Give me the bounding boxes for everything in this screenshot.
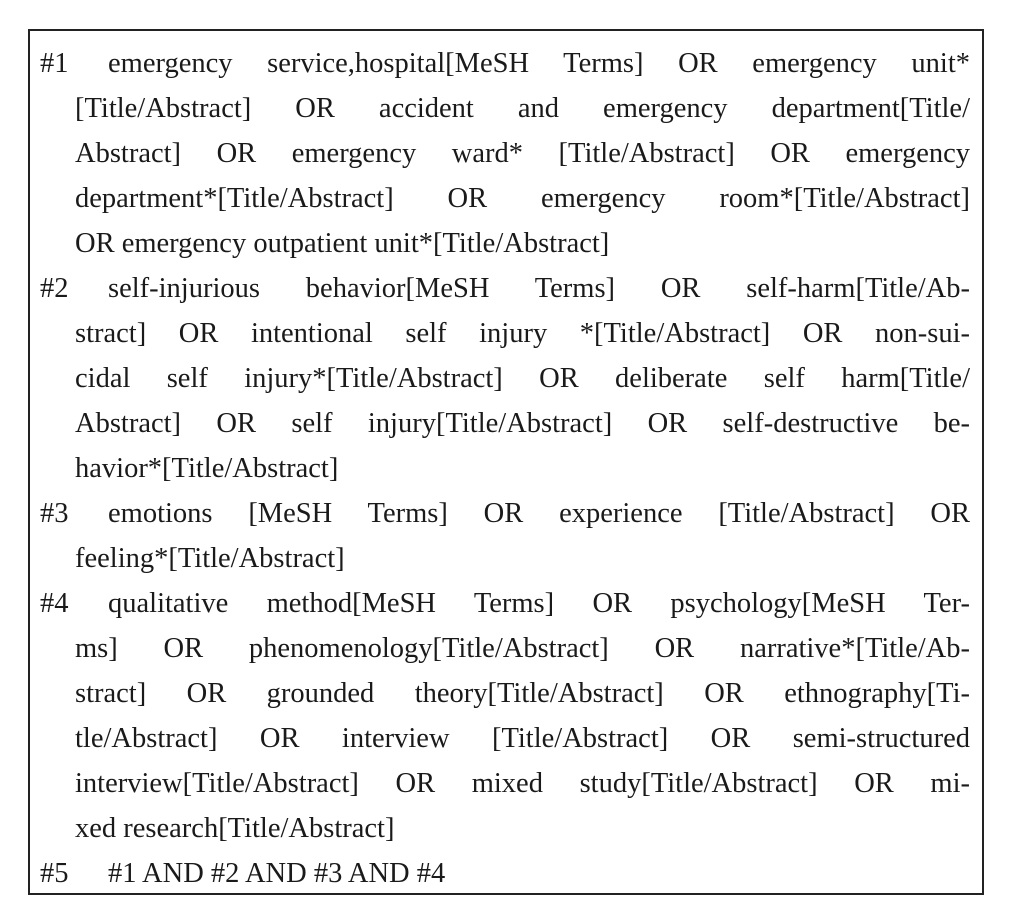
search-entry-5 — [40, 851, 970, 896]
entry-text: emotions [MeSH Terms] OR experience [Title/Abstract] OR — [108, 498, 970, 529]
entry-number: #2 — [40, 273, 69, 304]
entry-line: Abstract] OR emergency ward* [Title/Abstract] OR emergency — [75, 138, 970, 169]
entry-line — [40, 851, 970, 896]
search-entry-4 — [40, 581, 970, 851]
entry-line: interview[Title/Abstract] OR mixed study[Title/Abstract] OR mi- — [75, 768, 970, 799]
entry-line — [40, 266, 970, 311]
entry-line: xed research[Title/Abstract] — [75, 813, 395, 844]
entry-line: department*[Title/Abstract] OR emergency room*[Title/Abstract] — [75, 183, 970, 214]
entry-text: emergency service,hospital[MeSH Terms] OR emergency unit* — [108, 48, 970, 79]
entry-line — [40, 491, 970, 536]
entry-text: qualitative method[MeSH Terms] OR psychology[MeSH Ter- — [108, 588, 970, 619]
entry-line: OR emergency outpatient unit*[Title/Abstract] — [75, 228, 610, 259]
entry-text: #1 AND #2 AND #3 AND #4 — [108, 858, 446, 889]
entry-number: #1 — [40, 48, 69, 79]
entry-line: Abstract] OR self injury[Title/Abstract] OR self-destructive be- — [75, 408, 970, 439]
entry-number: #4 — [40, 588, 69, 619]
search-entry-1 — [40, 41, 970, 266]
entry-text: self-injurious behavior[MeSH Terms] OR self-harm[Title/Ab- — [108, 273, 970, 304]
entry-line: [Title/Abstract] OR accident and emergency department[Title/ — [75, 93, 970, 124]
entry-number: #3 — [40, 498, 69, 529]
entry-line: tle/Abstract] OR interview [Title/Abstract] OR semi-structured — [75, 723, 970, 754]
entry-line — [40, 41, 970, 86]
search-entry-3 — [40, 491, 970, 581]
entry-line: ms] OR phenomenology[Title/Abstract] OR narrative*[Title/Ab- — [75, 633, 970, 664]
entry-line: stract] OR grounded theory[Title/Abstract] OR ethnography[Ti- — [75, 678, 970, 709]
search-entry-2 — [40, 266, 970, 491]
entry-line: stract] OR intentional self injury *[Title/Abstract] OR non-sui- — [75, 318, 970, 349]
entry-line — [40, 581, 970, 626]
entry-number: #5 — [40, 858, 69, 889]
entry-line: cidal self injury*[Title/Abstract] OR deliberate self harm[Title/ — [75, 363, 970, 394]
search-strategy-box — [28, 29, 984, 895]
entry-line: havior*[Title/Abstract] — [75, 453, 339, 484]
entry-line: feeling*[Title/Abstract] — [75, 543, 345, 574]
